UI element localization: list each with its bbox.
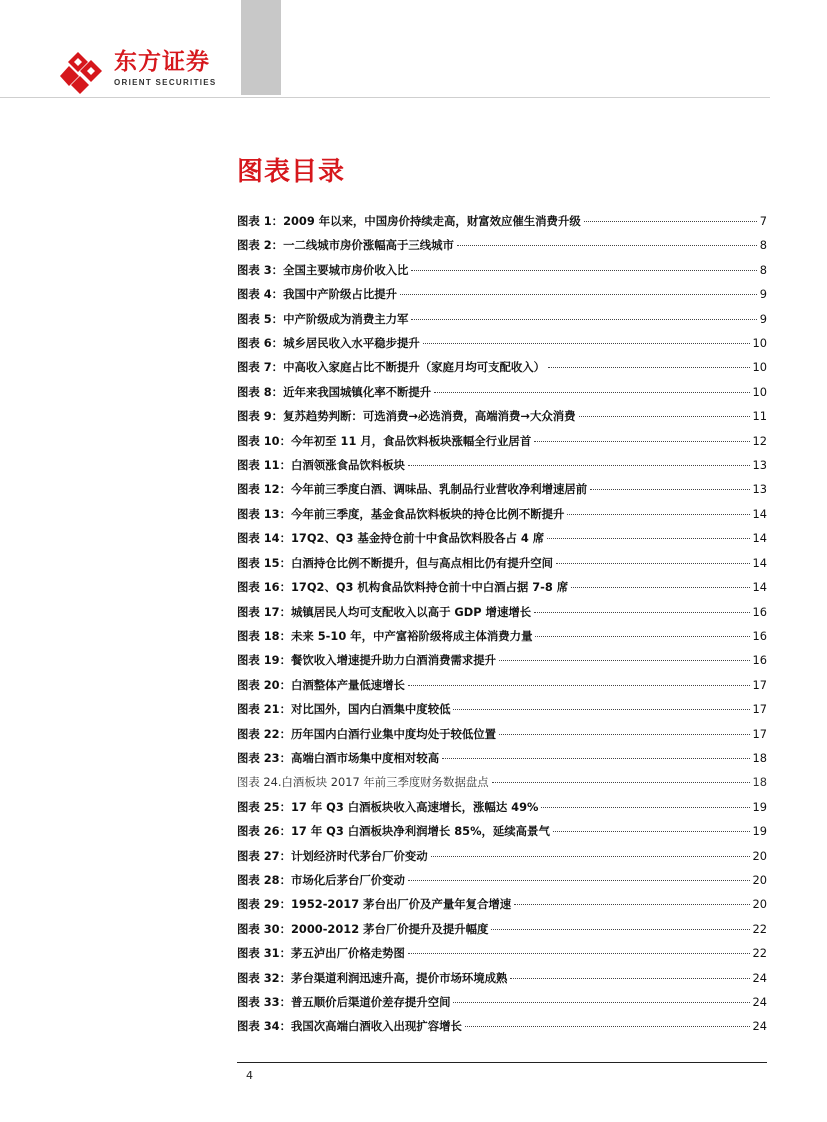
toc-entry-label: 图表 14： xyxy=(237,531,291,546)
toc-entry[interactable] xyxy=(237,624,767,648)
toc-entry-page: 24 xyxy=(752,1019,767,1034)
toc-entry-label: 图表 10： xyxy=(237,433,291,448)
toc-entry-label: 图表 29： xyxy=(237,897,291,912)
toc-entry[interactable] xyxy=(237,453,767,477)
toc-entry-text: 今年前三季度，基金食品饮料板块的持仓比例不断提升 xyxy=(291,506,565,521)
toc-entry-leader xyxy=(499,734,749,735)
toc-entry[interactable] xyxy=(237,819,767,843)
toc-entry-text: 白酒持仓比例不断提升，但与高点相比仍有提升空间 xyxy=(291,555,553,570)
toc-entry-label: 图表 18： xyxy=(237,628,291,643)
toc-entry-label: 图表 22： xyxy=(237,726,291,741)
toc-entry-label: 图表 25： xyxy=(237,799,291,814)
toc-entry-leader xyxy=(411,319,756,320)
header-divider xyxy=(0,97,770,98)
toc-entry-page: 17 xyxy=(752,677,767,692)
logo-chinese-name: 东方证券 xyxy=(114,49,210,75)
table-of-figures xyxy=(237,209,767,1039)
toc-entry-leader xyxy=(579,416,750,417)
toc-entry-page: 13 xyxy=(752,458,767,473)
toc-entry-text: 我国次高端白酒收入出现扩容增长 xyxy=(291,1019,462,1034)
toc-entry-text: 中高收入家庭占比不断提升（家庭月均可支配收入） xyxy=(283,360,546,375)
footer-divider xyxy=(237,1062,767,1063)
toc-entry-page: 22 xyxy=(752,946,767,961)
page-title: 图表目录 xyxy=(237,157,346,187)
toc-entry-text: 未来 5-10 年，中产富裕阶级将成主体消费力量 xyxy=(291,628,533,643)
toc-entry-label: 图表 30： xyxy=(237,921,291,936)
toc-entry-page: 24 xyxy=(752,970,767,985)
toc-entry-leader xyxy=(408,685,750,686)
toc-entry-leader xyxy=(457,245,757,246)
toc-entry-label: 图表 21： xyxy=(237,702,291,717)
toc-entry-leader xyxy=(514,904,749,905)
toc-entry-leader xyxy=(411,270,756,271)
toc-entry-page: 17 xyxy=(752,702,767,717)
page-number: 4 xyxy=(246,1069,253,1082)
toc-entry-label: 图表 1： xyxy=(237,214,284,228)
toc-entry-text: 复苏趋势判断：可选消费→必选消费，高端消费→大众消费 xyxy=(283,409,576,424)
toc-entry-text: 2009 年以来，中国房价持续走高，财富效应催生消费升级 xyxy=(283,214,581,228)
toc-entry[interactable] xyxy=(237,697,767,721)
toc-entry-page: 7 xyxy=(759,214,767,228)
toc-entry-text: 1952-2017 茅台出厂价及产量年复合增速 xyxy=(291,897,512,912)
toc-entry-leader xyxy=(548,367,749,368)
toc-entry-text: 城镇居民人均可支配收入以高于 GDP 增速增长 xyxy=(291,604,532,619)
toc-entry-page: 17 xyxy=(752,726,767,741)
toc-entry-leader xyxy=(541,807,749,808)
toc-entry-label: 图表 17： xyxy=(237,604,291,619)
toc-entry-page: 20 xyxy=(752,897,767,912)
toc-entry-page: 14 xyxy=(752,580,767,595)
toc-entry[interactable] xyxy=(237,380,767,404)
toc-entry-page: 16 xyxy=(752,604,767,619)
toc-entry-leader xyxy=(423,343,750,344)
toc-entry-label: 图表 12： xyxy=(237,482,291,497)
toc-entry-text: 2000-2012 茅台厂价提升及提升幅度 xyxy=(291,921,489,936)
toc-entry-page: 24 xyxy=(752,995,767,1009)
toc-entry[interactable] xyxy=(237,307,767,331)
toc-entry-text: 17 年 Q3 白酒板块净利润增长 85%，延续高景气 xyxy=(291,824,550,839)
toc-entry-page: 14 xyxy=(752,506,767,521)
toc-entry-label: 图表 19： xyxy=(237,653,291,668)
toc-entry-leader xyxy=(453,709,749,710)
toc-entry-text: 全国主要城市房价收入比 xyxy=(283,262,409,277)
toc-entry[interactable] xyxy=(237,722,767,746)
toc-entry-page: 14 xyxy=(752,555,767,570)
toc-entry-text: 白酒整体产量低速增长 xyxy=(291,677,405,692)
toc-entry[interactable] xyxy=(237,429,767,453)
header-gray-tab xyxy=(241,0,281,95)
toc-entry[interactable] xyxy=(237,770,767,794)
orient-securities-logo xyxy=(58,48,217,96)
toc-entry-text: 高端白酒市场集中度相对较高 xyxy=(291,750,440,765)
toc-entry-page: 9 xyxy=(759,311,767,326)
toc-entry[interactable] xyxy=(237,1014,767,1038)
toc-entry-label: 图表 24. xyxy=(237,775,282,790)
toc-entry-page: 20 xyxy=(752,848,767,863)
toc-entry-leader xyxy=(431,856,750,857)
toc-entry[interactable] xyxy=(237,868,767,892)
toc-entry-label: 图表 7： xyxy=(237,360,284,375)
toc-entry-leader xyxy=(590,489,749,490)
toc-entry-page: 22 xyxy=(752,921,767,936)
toc-entry-leader xyxy=(584,221,757,222)
toc-entry-label: 图表 2： xyxy=(237,238,284,253)
toc-entry-text: 白酒板块 2017 年前三季度财务数据盘点 xyxy=(281,775,489,790)
toc-entry-text: 市场化后茅台厂价变动 xyxy=(291,872,405,887)
toc-entry-text: 城乡居民收入水平稳步提升 xyxy=(283,336,420,351)
toc-entry-label: 图表 26： xyxy=(237,824,291,839)
toc-entry-leader xyxy=(453,1002,749,1003)
toc-entry-leader xyxy=(400,294,757,295)
toc-entry-text: 历年国内白酒行业集中度均处于较低位置 xyxy=(291,726,497,741)
toc-entry-leader xyxy=(408,465,750,466)
toc-entry[interactable] xyxy=(237,844,767,868)
toc-entry-page: 20 xyxy=(752,872,767,887)
toc-entry[interactable] xyxy=(237,233,767,257)
toc-entry-leader xyxy=(492,782,750,783)
logo-text xyxy=(114,48,217,87)
toc-entry[interactable] xyxy=(237,502,767,526)
toc-entry-leader xyxy=(535,636,749,637)
toc-entry[interactable] xyxy=(237,941,767,965)
toc-entry-label: 图表 34： xyxy=(237,1019,291,1034)
toc-entry-label: 图表 11： xyxy=(237,458,291,473)
toc-entry[interactable] xyxy=(237,355,767,379)
toc-entry[interactable] xyxy=(237,600,767,624)
toc-entry-label: 图表 8： xyxy=(237,384,284,399)
toc-entry-label: 图表 33： xyxy=(237,995,291,1009)
toc-entry-label: 图表 32： xyxy=(237,970,291,985)
toc-entry-page: 19 xyxy=(752,824,767,839)
toc-entry-label: 图表 28： xyxy=(237,872,291,887)
toc-entry-text: 计划经济时代茅台厂价变动 xyxy=(291,848,428,863)
toc-entry-label: 图表 6： xyxy=(237,336,284,351)
toc-entry-page: 18 xyxy=(752,775,767,790)
toc-entry[interactable] xyxy=(237,746,767,770)
toc-entry-leader xyxy=(408,880,750,881)
toc-entry-label: 图表 20： xyxy=(237,677,291,692)
toc-entry-leader xyxy=(465,1026,750,1027)
toc-entry-text: 17Q2、Q3 基金持仓前十中食品饮料股各占 4 席 xyxy=(291,531,545,546)
toc-entry[interactable] xyxy=(237,673,767,697)
toc-entry-text: 今年初至 11 月，食品饮料板块涨幅全行业居首 xyxy=(291,433,532,448)
toc-entry-label: 图表 15： xyxy=(237,555,291,570)
toc-entry-text: 一二线城市房价涨幅高于三线城市 xyxy=(283,238,454,253)
toc-entry-text: 白酒领涨食品饮料板块 xyxy=(291,458,405,473)
toc-entry-leader xyxy=(408,953,750,954)
toc-entry[interactable] xyxy=(237,404,767,428)
toc-entry[interactable] xyxy=(237,575,767,599)
toc-entry-leader xyxy=(510,978,749,979)
toc-entry-text: 对比国外，国内白酒集中度较低 xyxy=(291,702,451,717)
toc-entry-leader xyxy=(571,587,749,588)
toc-entry[interactable] xyxy=(237,648,767,672)
toc-entry-label: 图表 23： xyxy=(237,750,291,765)
toc-entry-leader xyxy=(556,563,750,564)
logo-diamond-icon xyxy=(58,48,108,96)
toc-entry-page: 16 xyxy=(752,628,767,643)
toc-entry-label: 图表 13： xyxy=(237,506,291,521)
toc-entry-page: 8 xyxy=(759,238,767,253)
toc-entry-leader xyxy=(547,538,749,539)
toc-entry-page: 10 xyxy=(752,384,767,399)
toc-entry-page: 19 xyxy=(752,799,767,814)
toc-entry-page: 12 xyxy=(752,433,767,448)
toc-entry-text: 今年前三季度白酒、调味品、乳制品行业营收净利增速居前 xyxy=(291,482,588,497)
toc-entry-text: 17 年 Q3 白酒板块收入高速增长，涨幅达 49% xyxy=(291,799,539,814)
toc-entry[interactable] xyxy=(237,917,767,941)
toc-entry[interactable] xyxy=(237,892,767,916)
toc-entry-label: 图表 3： xyxy=(237,262,284,277)
toc-entry-label: 图表 31： xyxy=(237,946,291,961)
toc-entry-leader xyxy=(534,441,749,442)
toc-entry-leader xyxy=(567,514,749,515)
toc-entry-page: 11 xyxy=(752,409,767,424)
toc-entry[interactable] xyxy=(237,477,767,501)
toc-entry-label: 图表 4： xyxy=(237,287,284,302)
toc-entry-page: 14 xyxy=(752,531,767,546)
toc-entry[interactable] xyxy=(237,551,767,575)
toc-entry[interactable] xyxy=(237,209,767,233)
toc-entry-leader xyxy=(434,392,749,393)
toc-entry-page: 10 xyxy=(752,336,767,351)
toc-entry-text: 17Q2、Q3 机构食品饮料持仓前十中白酒占据 7-8 席 xyxy=(291,580,569,595)
toc-entry-label: 图表 9： xyxy=(237,409,284,424)
toc-entry-label: 图表 16： xyxy=(237,580,291,595)
toc-entry-page: 18 xyxy=(752,750,767,765)
toc-entry-text: 餐饮收入增速提升助力白酒消费需求提升 xyxy=(291,653,497,668)
toc-entry[interactable] xyxy=(237,258,767,282)
toc-entry[interactable] xyxy=(237,282,767,306)
toc-entry-page: 8 xyxy=(759,262,767,277)
toc-entry-text: 茅台渠道利润迅速升高，提价市场环境成熟 xyxy=(291,970,508,985)
logo-english-name: ORIENT SECURITIES xyxy=(114,78,217,87)
toc-entry-page: 9 xyxy=(759,287,767,302)
toc-entry[interactable] xyxy=(237,990,767,1014)
toc-entry-text: 我国中产阶级占比提升 xyxy=(283,287,397,302)
toc-entry-text: 茅五泸出厂价格走势图 xyxy=(291,946,405,961)
toc-entry-leader xyxy=(491,929,749,930)
toc-entry[interactable] xyxy=(237,526,767,550)
toc-entry-leader xyxy=(442,758,749,759)
toc-entry-text: 近年来我国城镇化率不断提升 xyxy=(283,384,432,399)
toc-entry-leader xyxy=(553,831,750,832)
toc-entry[interactable] xyxy=(237,966,767,990)
toc-entry-label: 图表 5： xyxy=(237,311,284,326)
toc-entry-text: 普五顺价后渠道价差存提升空间 xyxy=(291,995,451,1009)
toc-entry-page: 13 xyxy=(752,482,767,497)
toc-entry[interactable] xyxy=(237,331,767,355)
toc-entry[interactable] xyxy=(237,795,767,819)
toc-entry-page: 16 xyxy=(752,653,767,668)
toc-entry-label: 图表 27： xyxy=(237,848,291,863)
toc-entry-leader xyxy=(534,612,749,613)
toc-entry-leader xyxy=(499,660,749,661)
toc-entry-text: 中产阶级成为消费主力军 xyxy=(283,311,409,326)
toc-entry-page: 10 xyxy=(752,360,767,375)
